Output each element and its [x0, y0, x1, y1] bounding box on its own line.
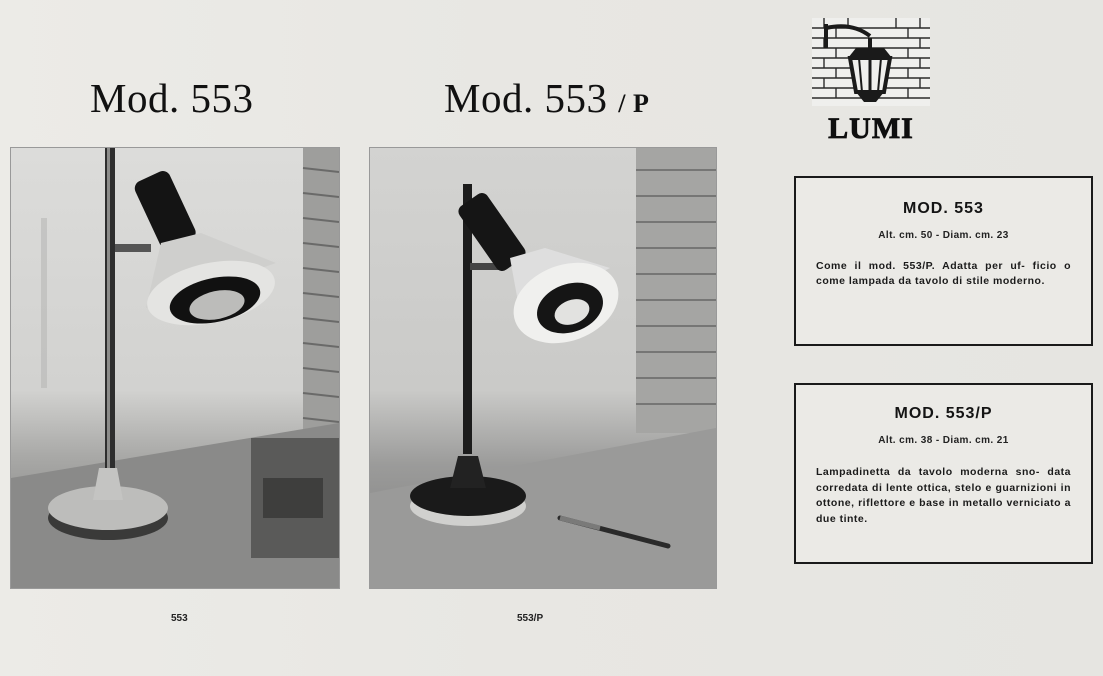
- lamp-553-caption: 553: [171, 613, 188, 624]
- spec-553-dimensions: Alt. cm. 50 - Diam. cm. 23: [878, 230, 1009, 241]
- spec-box-553: [794, 176, 1093, 346]
- lamp-553-photo: [10, 147, 340, 589]
- spec-553p-title: MOD. 553/P: [894, 405, 993, 422]
- model-553-heading-text: Mod. 553: [90, 75, 254, 121]
- lamp-553-illustration: [11, 148, 339, 588]
- spec-553-title: MOD. 553: [903, 200, 984, 217]
- lamp-553p-photo: [369, 147, 717, 589]
- model-553p-heading-suffix: / P: [618, 89, 650, 118]
- lumi-logo: [812, 18, 930, 142]
- spec-box-553p: [794, 383, 1093, 564]
- lamp-553p-caption: 553/P: [517, 613, 544, 624]
- svg-text:LUMI: LUMI: [828, 112, 914, 142]
- lantern-on-brick-wall-icon: [812, 18, 930, 142]
- model-553p-heading: [444, 74, 649, 122]
- model-553p-heading-text: Mod. 553: [444, 75, 608, 121]
- spec-553p-dimensions: Alt. cm. 38 - Diam. cm. 21: [878, 435, 1009, 446]
- spec-553-description: Come il mod. 553/P. Adatta per uf- ficio o come lampada da tavolo di stile moderno.: [816, 260, 1071, 287]
- model-553-heading: [90, 74, 253, 122]
- lamp-553p-illustration: [370, 148, 716, 588]
- spec-553p-description: Lampadinetta da tavolo moderna sno- data corredata di lente ottica, stelo e guarnizioni in ottone, riflettore e base in metallo verniciato a due tinte.: [816, 466, 1071, 525]
